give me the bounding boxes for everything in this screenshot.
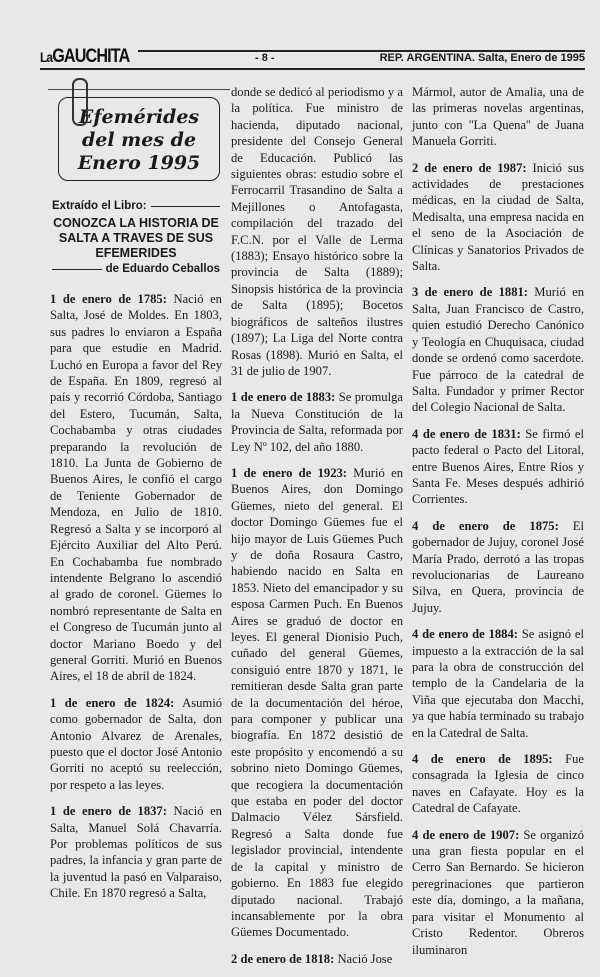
- efemeride-entry: [412, 518, 584, 616]
- page-number: - 8 -: [255, 52, 275, 64]
- efemeride-entry: [412, 160, 584, 275]
- paperclip-icon: [72, 78, 88, 126]
- entry-text: Inició sus actividades de prestaciones médicas, en la ciudad de Salta, Medisalta, una empresa nacida en el seno de la Asociación de Clínicas y Sanatorios Privados de Salta.: [412, 160, 584, 274]
- efemeride-entry: [412, 284, 584, 415]
- entry-text: Nació en Salta, José de Moldes. En 1803, sus padres lo enviaron a España para que estudie en Madrid. Luchó en Europa a favor del Rey de España. En 1809, regresó al país y recorrió Córdoba, Santiago del Estero, Tucumán, Salta, Cochabamba y otras ciudades preparando la revolución de 1810. La Junta de Gobierno de Buenos Aires, le confió el cargo de Teniente Gobernador de Mendoza, en Julio de 1810. Regresó a Salta y se incorporó al Ejército Auxiliar del Alto Perú. En Cochabamba fue nombrado intendente Belgrano lo ascendió al grado de coronel. Güemes lo nombró representante de Salta en el Congreso de Tucumán junto al doctor Mariano Boedo y del general Gorriti. Murió en Buenos Aires, el 18 de abril de 1824.: [50, 292, 222, 684]
- entry-date: 1 de enero de 1883:: [231, 390, 336, 405]
- entry-date: 4 de enero de 1831:: [412, 426, 521, 441]
- efemeride-entry: [412, 84, 584, 150]
- entry-date: 4 de enero de 1875:: [412, 518, 559, 533]
- efemeride-entry: [50, 291, 222, 685]
- entry-text: Murió en Buenos Aires, don Domingo Güemes, nieto del general. El doctor Domingo Güemes fue el hijo mayor de Luis Güemes Puch y de doña Rosaura Castro, habiendo nacido en Salta en 1853. Nieto del emancipador y su esposa Carmen Puch. En Buenos Aires se graduó de doctor en leyes. El general Dionisio Puch, cuñado del general Güemes, consiguió entre 1870 y 1871, le remitieran desde Salta gran parte de la documentación del héroe, para componer y publicar una biografía. En 1872 desistió de este propósito y encomendó a su sobrino nieto Domingo Güemes, que recogiera la documentación que estaba en poder del doctor Dalmacio Vélez Sársfield. Regresó a Salta donde fue legislador provincial, intendente de la capital y ministro de gobierno. En 1883 fue elegido diputado nacional. Trabajó incansablemente por la obra Güemes Documentado.: [231, 465, 403, 940]
- entry-text: Asumió como gobernador de Salta, don Antonio Alvarez de Arenales, puesto que el doctor José Antonio Gorriti no aceptó su reelección, por respeto a las leyes.: [50, 695, 222, 792]
- title-line-1: Efemérides: [78, 106, 200, 128]
- entry-text: Murió en Salta, Juan Francisco de Castro, quien estudió Derecho Canónico y Teología en Chuquisaca, ciudad donde se ordenó como sacerdote. Fue párroco de la catedral de Salta. Fundador y primer Rector del Colegio Nacional de Salta.: [412, 285, 584, 415]
- entry-text: Se firmó el pacto federal o Pacto del Litoral, entre Buenos Aires, Entre Ríos y Santa Fe. Meses después adhirió Corrientes.: [412, 426, 584, 507]
- efemeride-entry: [231, 84, 403, 379]
- entry-date: 1 de enero de 1824:: [50, 695, 175, 710]
- efemeride-entry: [412, 426, 584, 508]
- source-author: de Eduardo Ceballos: [105, 263, 220, 275]
- entry-text: Nació en Salta, Manuel Solá Chavarría. Por problemas políticos de sus padres, la infancia y gran parte de la juventud la pasó en Valparaiso, Chile. En 1870 regresó a Salta,: [50, 804, 222, 901]
- efemeride-entry: [412, 626, 584, 741]
- entry-text: Mármol, autor de Amalia, una de las primeras novelas argentinas, junto con ''La Quena'' de Juana Manuela Gorriti.: [412, 85, 584, 149]
- entry-date: 4 de enero de 1907:: [412, 827, 520, 842]
- title-line-2: del mes de: [81, 129, 197, 151]
- entry-text: El gobernador de Jujuy, coronel José María Prado, derrotó a las tropas revolucionarias de Laureano Silva, en Quera, provincia de Jujuy.: [412, 518, 584, 615]
- entry-date: 1 de enero de 1923:: [231, 465, 347, 480]
- entry-date: 3 de enero de 1881:: [412, 285, 528, 300]
- column-2: [231, 84, 403, 977]
- efemeride-entry: [412, 827, 584, 958]
- logo-prefix: La: [40, 49, 53, 65]
- column-1: [50, 291, 222, 912]
- entry-date: 2 de enero de 1818:: [231, 951, 335, 966]
- column-3: [412, 84, 584, 968]
- source-title: CONOZCA LA HISTORIA DE SALTA A TRAVES DE SUS EFEMERIDES: [53, 216, 219, 260]
- entry-date: 4 de enero de 1895:: [412, 752, 553, 767]
- header-rule-bottom: [40, 68, 585, 70]
- source-label: Extraído el Libro:: [52, 200, 147, 212]
- entry-date: 2 de enero de 1987:: [412, 160, 527, 175]
- efemeride-entry: [231, 465, 403, 941]
- entry-text: Nació Jose: [334, 951, 393, 966]
- entry-text: Se organizó una gran fiesta popular en el Cerro San Bernardo. Se hicieron peregrinaciones que partieron este día, domingo, a la mañana, para visitar el Monumento al Cristo Redentor. Obreros iluminaron: [412, 827, 584, 957]
- page-header: [40, 46, 585, 70]
- entry-date: 1 de enero de 1785:: [50, 292, 167, 306]
- entry-text: donde se dedicó al periodismo y a la política. Fue ministro de hacienda, diputado nacional, presidente del Consejo General de Educación. Publicó las siguientes obras: estudio sobre el Ferrocarril Trasandino de Salta a Mejillones o Antofagasta, compilación del trazado del F.C.N. por el Valle de Lerma (1883); Ensayo histórico sobre la provincia de Salta (1889); Sinopsis histórica de la provincia de Salta (1895); Bocetos biográficos de salteños ilustres (1897); La Liga del Norte contra Rosas (1898). Murió en Salta, el 31 de julio de 1907.: [231, 85, 403, 378]
- entry-text: Se asignó el impuesto a la extracción de la sal para la obra de construcción del templo de la Candelaria de la Viña que ejecutaba don Macchi, ya que había terminado su trabajo en la Catedral de Salta.: [412, 627, 584, 740]
- source-block: [52, 200, 220, 275]
- logo-text: GAUCHITA: [52, 46, 130, 67]
- efemeride-entry: [50, 695, 222, 793]
- efemeride-entry: [231, 951, 403, 967]
- efemeride-entry: [50, 803, 222, 901]
- entry-text: Se promulga la Nueva Constitución de la Provincia de Salta, reformada por Ley Nº 102, del año 1880.: [231, 390, 403, 454]
- efemeride-entry: [231, 389, 403, 455]
- efemeride-entry: [412, 751, 584, 817]
- entry-text: Fue consagrada la Iglesia de cinco naves en Cafayate. Hoy es la Catedral de Cafayate.: [412, 752, 584, 816]
- title-line-3: Enero 1995: [77, 152, 201, 174]
- entry-date: 4 de enero de 1884:: [412, 627, 518, 642]
- dateline: REP. ARGENTINA. Salta, Enero de 1995: [379, 52, 585, 64]
- newspaper-logo: [40, 46, 129, 68]
- entry-date: 1 de enero de 1837:: [50, 804, 167, 819]
